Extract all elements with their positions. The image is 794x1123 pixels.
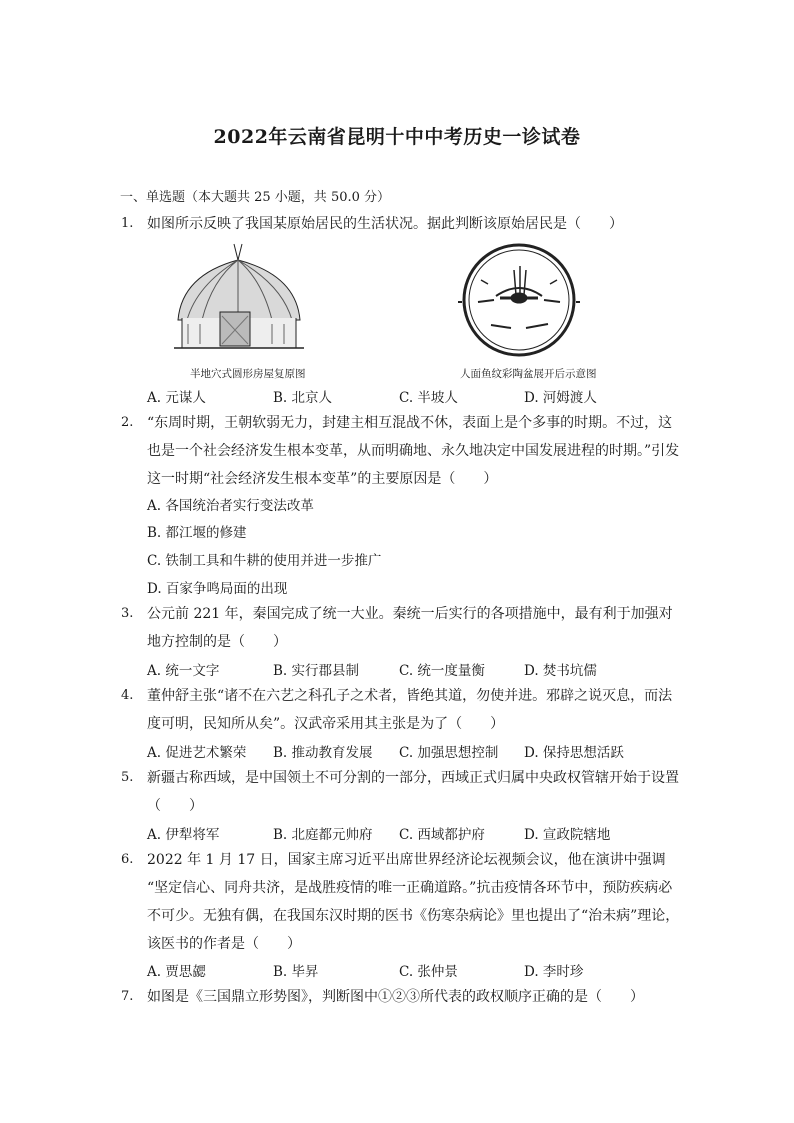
option-d[interactable]: D. 焚书坑儒 [524, 663, 597, 679]
question-3 [121, 600, 681, 656]
option-b[interactable]: B. 毕昇 [273, 964, 319, 980]
option-b[interactable]: B. 北庭都元帅府 [273, 827, 373, 843]
question-text: “东周时期，王朝软弱无力，封建主相互混战不休，表面上是个多事的时期。不过，这也是一个社会经济发生根本变革，从而明确地、永久地决定中国发展进程的时期。”引发这一时期“社会经济发生根本变革”的主要原因是（ ） [147, 415, 680, 487]
bowl-illustration [456, 240, 582, 360]
option-c[interactable]: C. 张仲景 [399, 964, 458, 980]
question-number: 1. [121, 216, 134, 231]
question-text: 公元前 221 年，秦国完成了统一大业。秦统一后实行的各项措施中，最有利于加强对地方控制的是（ ） [147, 606, 673, 650]
option-d[interactable]: D. 河姆渡人 [524, 390, 597, 406]
section-heading: 一、单选题（本大题共 25 小题，共 50.0 分） [120, 190, 391, 205]
option-d[interactable]: D. 宣政院辖地 [524, 827, 611, 843]
option-a[interactable]: A. 贾思勰 [147, 964, 206, 980]
option-c[interactable]: C. 西域都护府 [399, 827, 485, 843]
question-number: 2. [121, 415, 134, 430]
question-text: 如图是《三国鼎立形势图》，判断图中①②③所代表的政权顺序正确的是（ ） [147, 989, 644, 1005]
option-b[interactable]: B. 北京人 [273, 390, 333, 406]
option-b[interactable]: B. 实行郡县制 [273, 663, 360, 679]
option-d[interactable]: D. 保持思想活跃 [524, 745, 624, 761]
option-a[interactable]: A. 各国统治者实行变法改革 [147, 498, 314, 514]
question-number: 5. [121, 770, 134, 785]
page-title: 2022年云南省昆明十中中考历史一诊试卷 [213, 126, 581, 148]
option-c[interactable]: C. 铁制工具和牛耕的使用并进一步推广 [147, 553, 382, 569]
question-number: 6. [121, 852, 134, 867]
hut-illustration [172, 240, 307, 360]
option-d[interactable]: D. 李时珍 [524, 964, 584, 980]
question-5 [121, 764, 681, 820]
question-number: 4. [121, 688, 134, 703]
question-text: 2022 年 1 月 17 日，国家主席习近平出席世界经济论坛视频会议，他在演讲中强调 “坚定信心、同舟共济，是战胜疫情的唯一正确道路。”抗击疫情各环节中，预防疾病必不可少。无独有偶，在我国东汉时期的医书《伤寒杂病论》里也提出了“治未病”理论，该医书的作者是（ ） [147, 852, 680, 952]
option-a[interactable]: A. 促进艺术繁荣 [147, 745, 247, 761]
question-text: 如图所示反映了我国某原始居民的生活状况。据此判断该原始居民是（ ） [147, 216, 623, 232]
option-a[interactable]: A. 统一文字 [147, 663, 220, 679]
question-number: 3. [121, 606, 134, 621]
question-7 [121, 983, 681, 1011]
option-c[interactable]: C. 半坡人 [399, 390, 458, 406]
question-number: 7. [121, 989, 134, 1004]
question-text: 新疆古称西域，是中国领土不可分割的一部分，西域正式归属中央政权管辖开始于设置（ ） [147, 770, 679, 814]
question-6 [121, 846, 681, 958]
option-b[interactable]: B. 都江堰的修建 [147, 525, 247, 541]
question-2 [121, 409, 681, 493]
caption-right: 人面鱼纹彩陶盆展开后示意图 [460, 368, 597, 380]
option-d[interactable]: D. 百家争鸣局面的出现 [147, 581, 288, 597]
caption-left: 半地穴式圆形房屋复原图 [190, 368, 306, 380]
option-b[interactable]: B. 推动教育发展 [273, 745, 373, 761]
option-c[interactable]: C. 加强思想控制 [399, 745, 499, 761]
question-text: 董仲舒主张“诸不在六艺之科孔子之术者，皆绝其道，勿使并进。邪辟之说灭息，而法度可明，民知所从矣”。汉武帝采用其主张是为了（ ） [147, 688, 673, 732]
option-a[interactable]: A. 元谋人 [147, 390, 206, 406]
question-1 [121, 210, 681, 238]
question-4 [121, 682, 681, 738]
option-a[interactable]: A. 伊犁将军 [147, 827, 220, 843]
option-c[interactable]: C. 统一度量衡 [399, 663, 485, 679]
